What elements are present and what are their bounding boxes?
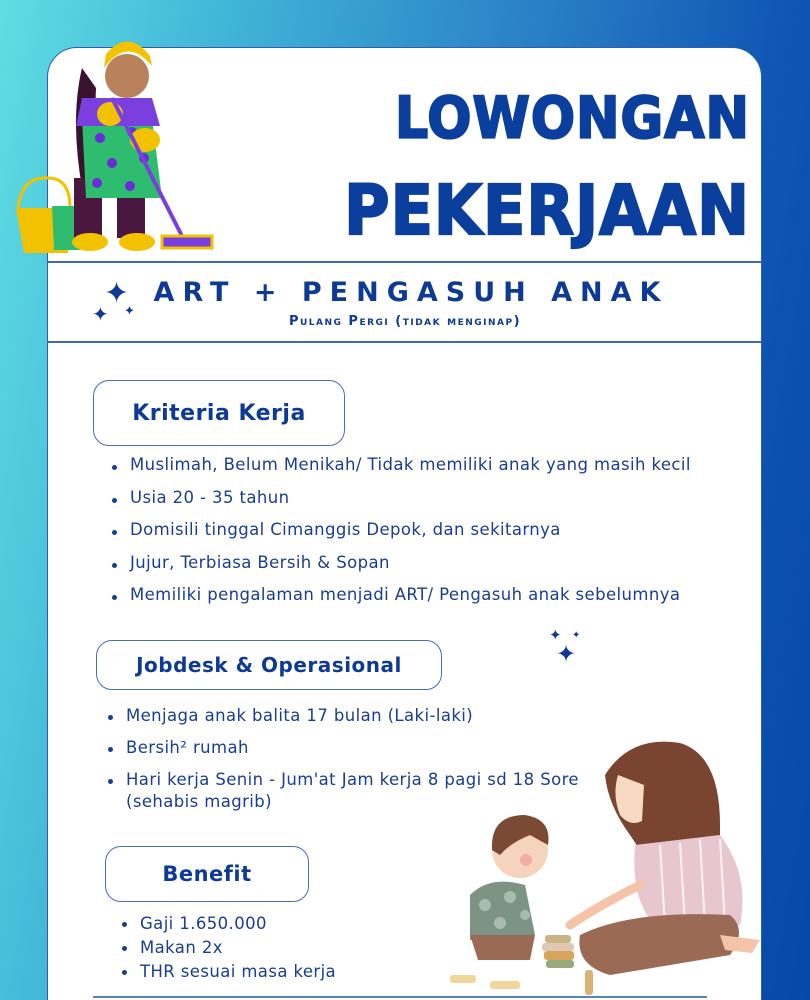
sparkle-icon: ✦ [572,630,581,641]
title-line-1: LOWONGAN [394,86,750,152]
list-item: Menjaga anak balita 17 bulan (Laki-laki) [106,705,596,727]
divider-middle [47,341,762,343]
sparkle-icon: ✦ [124,304,135,319]
job-subtitle-note: Pulang Pergi (tidak menginap) [288,314,522,329]
list-item: Gaji 1.650.000 [120,912,336,936]
list-item: Usia 20 - 35 tahun [110,488,691,521]
benefit-heading [105,846,309,902]
criteria-heading [93,380,345,446]
benefit-list [120,912,336,984]
caregiver-child-illustration [430,735,760,997]
list-item: Hari kerja Senin - Jum'at Jam kerja 8 pagi sd 18 Sore (sehabis magrib) [106,769,596,813]
housekeeper-illustration [12,28,222,258]
list-item: Memiliki pengalaman menjadi ART/ Pengasuh anak sebelumnya [110,585,691,618]
job-subtitle: ART + PENGASUH ANAK [153,277,669,308]
list-item: Muslimah, Belum Menikah/ Tidak memiliki anak yang masih kecil [110,455,691,488]
sparkle-icon: ✦ [556,640,577,668]
jobdesk-heading [96,640,442,690]
sparkle-icon: ✦ [104,276,130,311]
divider-top [47,261,762,263]
list-item: THR sesuai masa kerja [120,960,336,984]
benefit-heading-text: Benefit [162,862,252,886]
criteria-heading-text: Kriteria Kerja [132,400,306,426]
title-line-2: PEKERJAAN [344,170,750,251]
divider-bottom [93,996,707,998]
list-item: Makan 2x [120,936,336,960]
criteria-list [110,455,691,618]
jobdesk-heading-text: Jobdesk & Operasional [136,653,402,677]
sparkle-icon: ✦ [92,302,109,326]
sparkle-icon: ✦ [549,626,562,644]
list-item: Domisili tinggal Cimanggis Depok, dan sekitarnya [110,520,691,553]
list-item: Jujur, Terbiasa Bersih & Sopan [110,553,691,586]
list-item: Bersih² rumah [106,737,596,759]
